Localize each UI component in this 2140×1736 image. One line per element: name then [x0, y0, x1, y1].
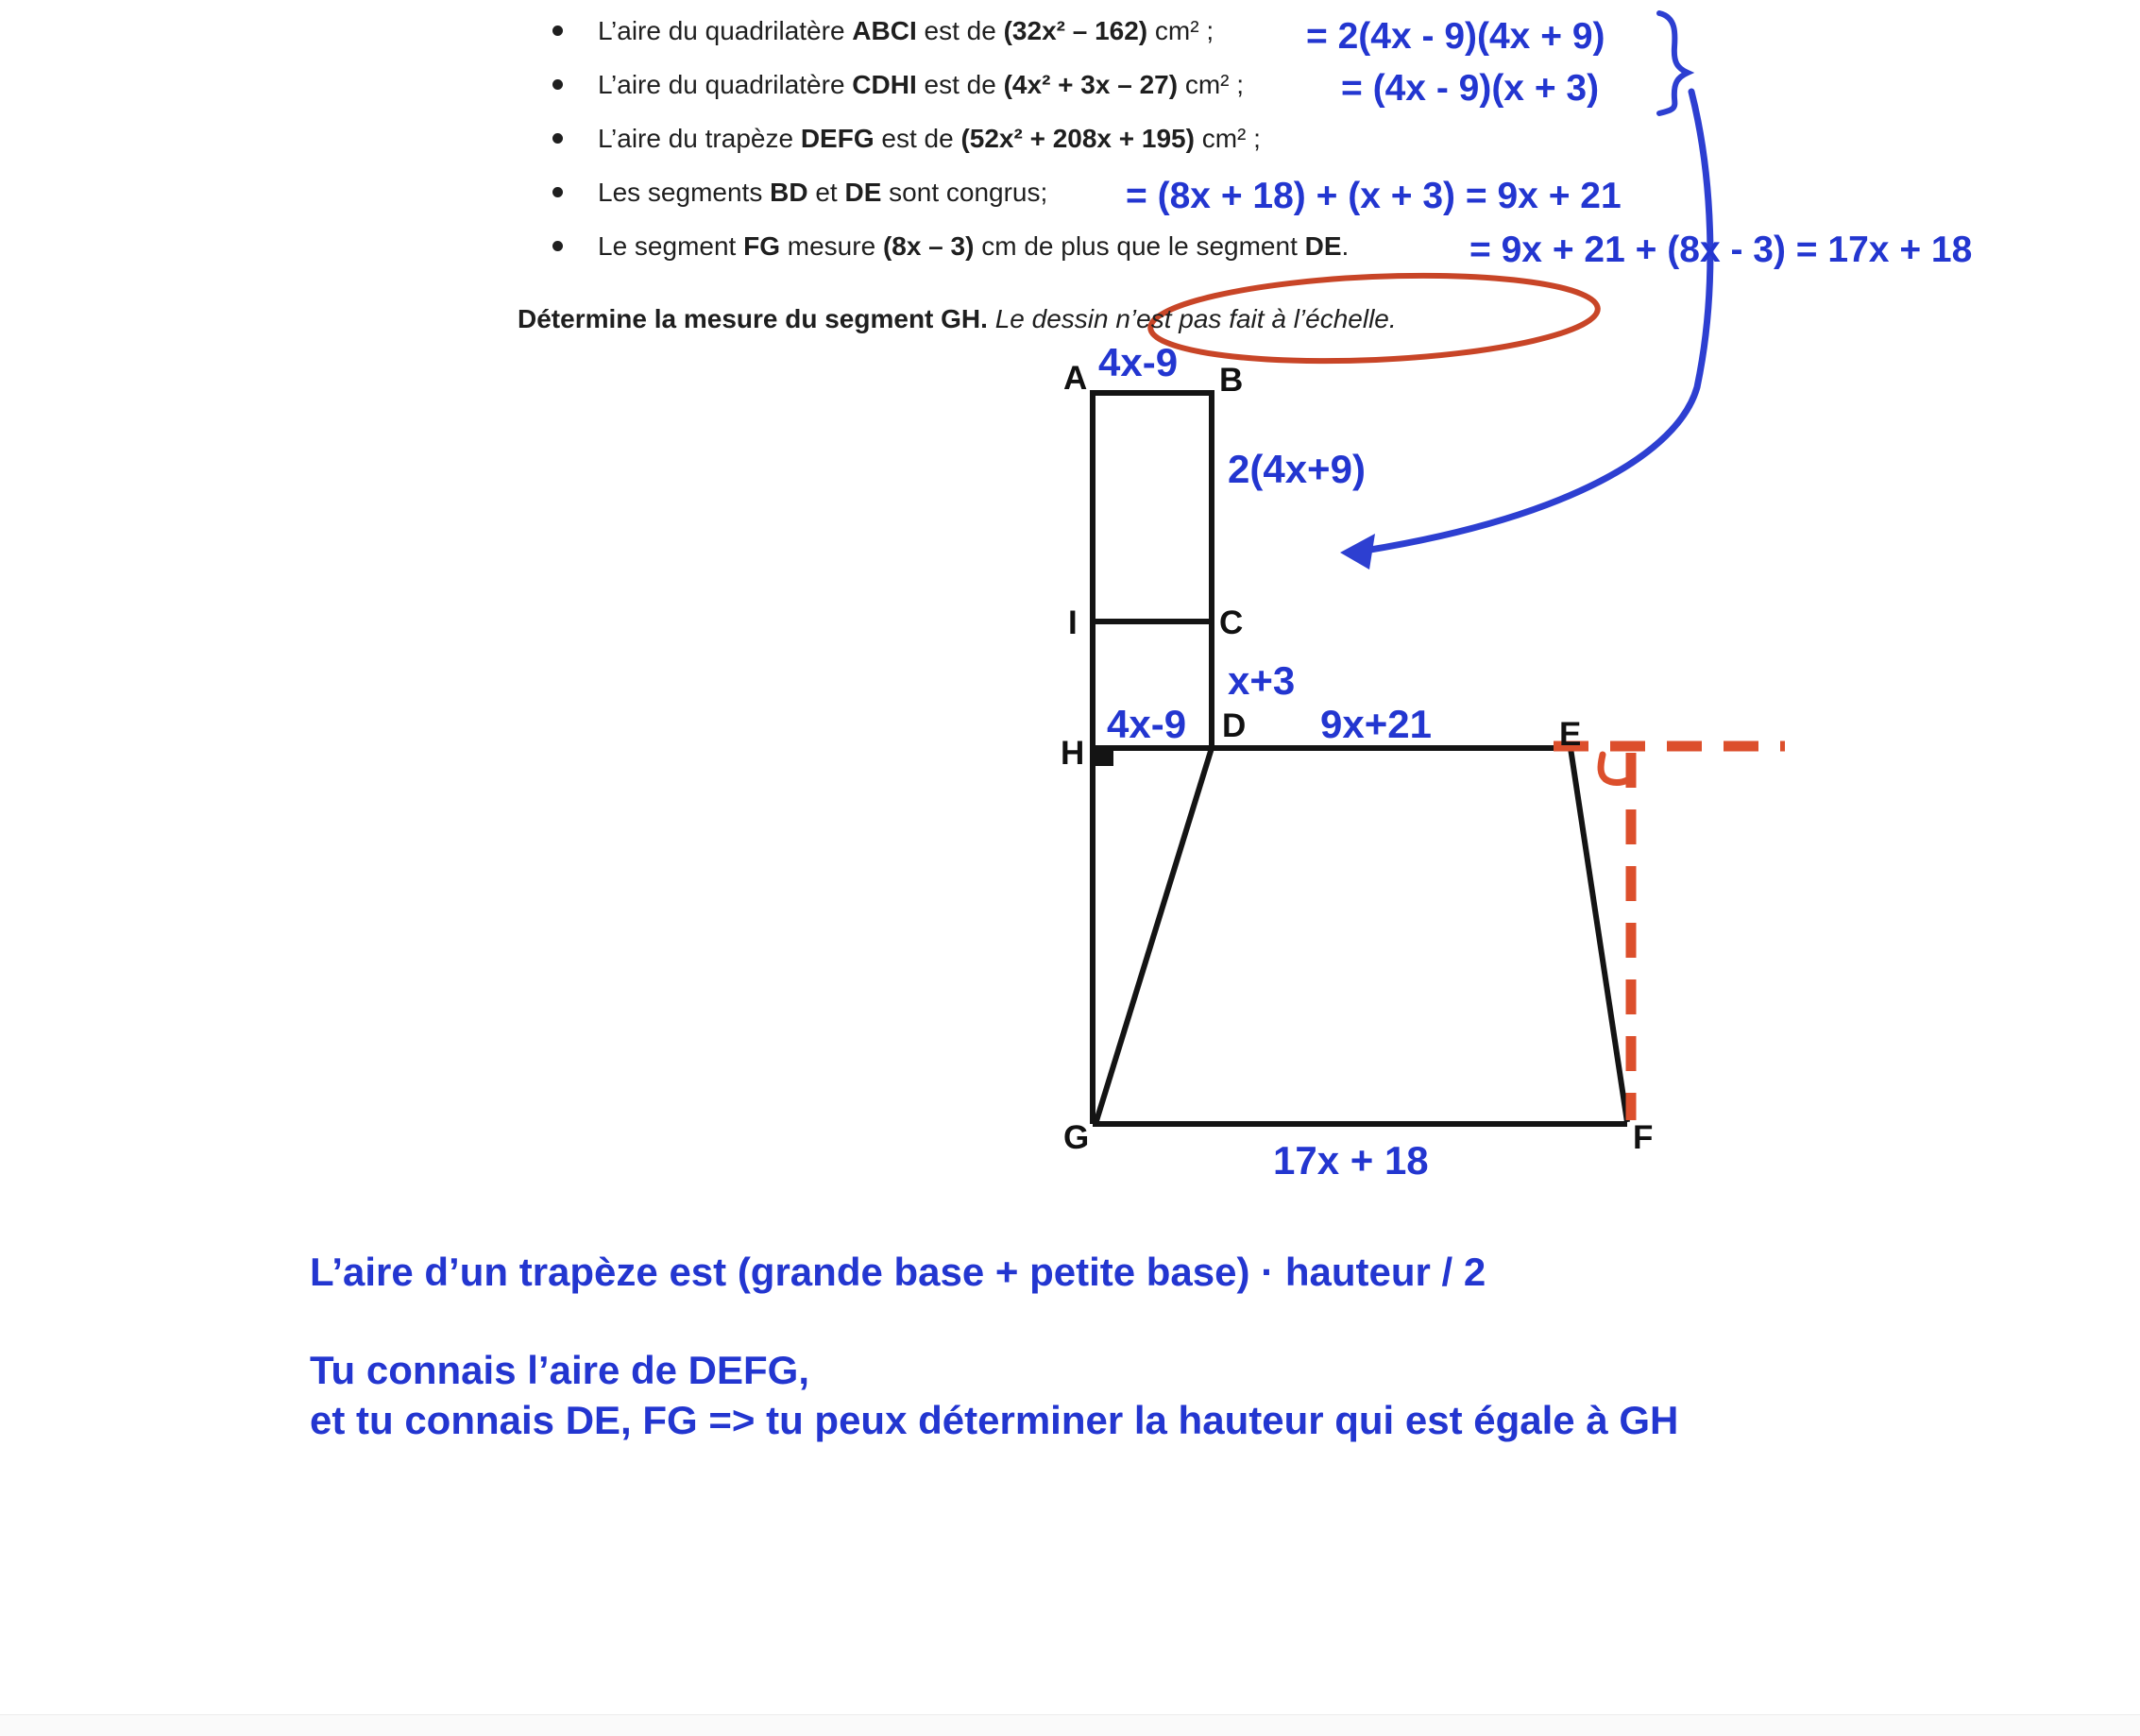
bullet-item-bd-de	[552, 177, 1047, 209]
blue-arrowhead	[1340, 534, 1375, 570]
bullet-item-defg	[552, 123, 1261, 155]
vertex-label-b: B	[1219, 362, 1244, 399]
measure-label-hd: 4x-9	[1107, 702, 1187, 746]
note-trapezoid-formula: L’aire d’un trapèze est (grande base + petite base) · hauteur / 2	[310, 1250, 1486, 1294]
blue-brace	[1659, 13, 1688, 113]
instruction-line: Détermine la mesure du segment GH. Le dessin n’est pas fait à l’échelle.	[518, 304, 1397, 333]
bullet-text: L’aire du quadrilatère CDHI est de (4x² + 3x – 27) cm² ;	[598, 70, 1245, 99]
vertex-label-c: C	[1219, 604, 1244, 641]
segment-e-f	[1571, 748, 1627, 1122]
measure-label-cd: x+3	[1228, 658, 1296, 703]
measure-label-bc: 2(4x+9)	[1228, 447, 1366, 491]
bullet-text: Le segment FG mesure (8x – 3) cm de plus que le segment DE.	[598, 231, 1350, 261]
bullet-dot	[552, 79, 563, 90]
annotation-abci-factored: = 2(4x - 9)(4x + 9)	[1306, 16, 1605, 57]
annotation-bd-de-sum: = (8x + 18) + (x + 3) = 9x + 21	[1126, 176, 1622, 216]
vertex-label-h: H	[1061, 735, 1085, 772]
bullet-text: L’aire du quadrilatère ABCI est de (32x² – 162) cm² ;	[598, 16, 1214, 45]
annotation-fg-sum: = 9x + 21 + (8x - 3) = 17x + 18	[1469, 230, 1973, 270]
vertex-label-f: F	[1633, 1119, 1654, 1156]
red-hook-mark	[1601, 755, 1627, 783]
bottom-bar	[0, 1714, 2140, 1736]
bullet-item-abci	[552, 15, 1214, 47]
bullet-dot	[552, 26, 563, 36]
bullet-text: Les segments BD et DE sont congrus;	[598, 178, 1048, 207]
measure-label-gf: 17x + 18	[1273, 1138, 1429, 1183]
vertex-label-i: I	[1068, 604, 1078, 641]
bullet-dot	[552, 187, 563, 197]
bullet-item-cdhi	[552, 69, 1244, 101]
vertex-label-e: E	[1559, 716, 1582, 753]
annotation-cdhi-factored: = (4x - 9)(x + 3)	[1341, 68, 1600, 109]
right-angle-marker-h	[1095, 751, 1113, 766]
vertex-label-d: D	[1222, 707, 1247, 744]
measure-label-ab: 4x-9	[1098, 340, 1179, 384]
bullet-item-fg	[552, 230, 1349, 263]
vertex-label-g: G	[1063, 1119, 1090, 1156]
bullet-dot	[552, 241, 563, 251]
segment-d-g	[1095, 748, 1212, 1124]
note-known-area: Tu connais l’aire de DEFG,	[310, 1348, 809, 1392]
bullet-text: L’aire du trapèze DEFG est de (52x² + 208x + 195) cm² ;	[598, 124, 1261, 153]
measure-label-de: 9x+21	[1320, 702, 1432, 746]
bullet-dot	[552, 133, 563, 144]
blue-curved-arrow	[1365, 92, 1710, 551]
note-conclusion: et tu connais DE, FG => tu peux déterminer la hauteur qui est égale à GH	[310, 1398, 1679, 1442]
vertex-label-a: A	[1063, 360, 1088, 397]
